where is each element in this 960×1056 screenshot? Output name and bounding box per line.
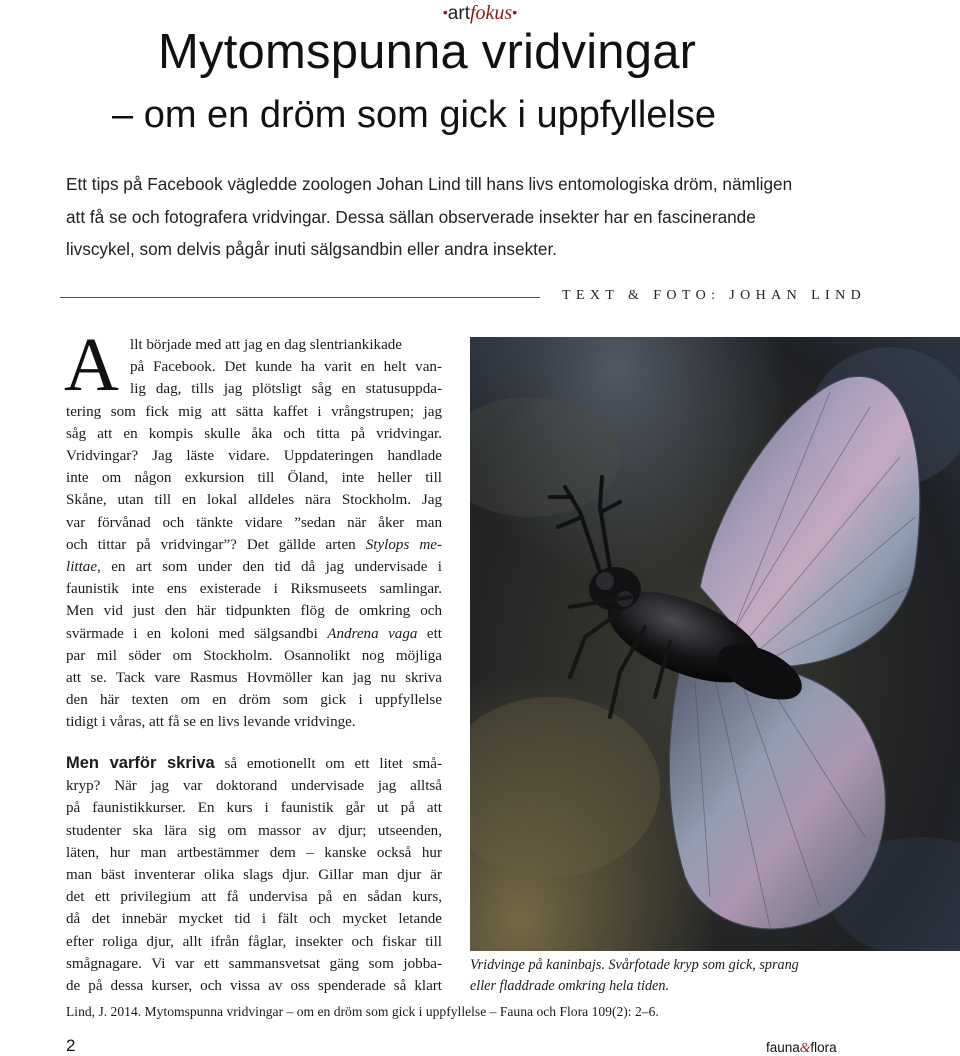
magazine-ampersand: & [799, 1040, 811, 1055]
body-line: par mil söder om Stockholm. Osannolikt nog möjliga [66, 647, 442, 664]
body-line: inte om någon exkursion till Öland, inte heller till [66, 470, 442, 487]
body-line: smågnagare. Vi var ett sammansvetsat gäng som jobba- [66, 955, 442, 972]
body-text-run: ett [417, 625, 442, 642]
body-line: var förvånad och tänkte vidare ”sedan när åker man [66, 514, 442, 531]
series-suffix: fokus [469, 2, 513, 24]
byline: TEXT & FOTO: JOHAN LIND [562, 288, 867, 303]
body-line: kryp? När jag var doktorand undervisade jag alltså [66, 778, 442, 795]
body-line: på Facebook. Det kunde ha varit en helt van- [130, 359, 442, 376]
body-line: tidigt i våras, att få se en livs levande vridvinge. [66, 714, 356, 731]
body-line [66, 752, 442, 775]
magazine-name-part: flora [810, 1040, 837, 1055]
body-line: läten, hur man artbestämmer dem – kanske också hur [66, 844, 442, 861]
lead-line: livscykel, som delvis pågår inuti sälgsandbin eller andra insekter. [66, 239, 558, 259]
drop-cap: A [64, 323, 119, 407]
body-line [66, 623, 442, 645]
byline-rule [60, 297, 540, 298]
body-line: Skåne, utan till en lokal alldeles nära Stockholm. Jag [66, 492, 442, 509]
insect-illustration [470, 337, 960, 951]
lead-line: Ett tips på Facebook vägledde zoologen Johan Lind till hans livs entomologiska dröm, nämligen [66, 174, 793, 194]
body-line: tering som fick mig att sätta kaffet i vrångstrupen; jag [66, 403, 442, 420]
body-text-run: , en art som under den tid då jag undervisade i [97, 559, 442, 576]
body-line: då det innebär mycket tid i fält och mycket letande [66, 911, 442, 928]
body-column-1 [66, 334, 442, 734]
series-tag [0, 2, 960, 25]
body-line: den här texten om en dröm som gick i uppfyllelse [66, 692, 442, 709]
body-line: efter roliga djur, allt ifrån fåglar, insekter och fiskar till [66, 933, 442, 950]
series-bullet-left: • [442, 4, 448, 20]
lead-line: att få se och fotografera vridvingar. Dessa sällan observerade insekter har en fascinerande [66, 206, 756, 227]
article-subtitle: – om en dröm som gick i uppfyllelse [112, 94, 717, 136]
citation: Lind, J. 2014. Mytomspunna vridvingar – om en dröm som gick i uppfyllelse – Fauna och Flora 109(2): 2–6. [66, 1004, 659, 1019]
species-name: Stylops me- [365, 536, 442, 553]
series-prefix: art [447, 3, 470, 24]
species-name: littae [66, 559, 98, 576]
body-line: såg att en kompis skulle åka och titta på vridvingar. [66, 425, 442, 442]
body-line: Vridvingar? Jag läste vidare. Uppdateringen handlade [66, 448, 442, 465]
body-line [66, 556, 442, 578]
body-line: det ett privilegium att få undervisa på en sådan kurs, [66, 889, 442, 906]
body-line: att se. Tack vare Rasmus Hovmöller kan jag nu skriva [66, 670, 442, 687]
series-bullet-right: • [512, 4, 518, 20]
magazine-name [766, 1040, 837, 1056]
body-line: på faunistikkurser. En kurs i faunistik går ut på att [66, 800, 442, 817]
photo-caption [470, 955, 910, 997]
body-line [66, 534, 442, 556]
body-text-run: och tittar på vridvingar”? Det gällde arten [66, 536, 366, 553]
body-line: llt började med att jag en dag slentriankikade [130, 337, 403, 353]
caption-line: Vridvinge på kaninbajs. Svårfotade kryp som gick, sprang [470, 957, 799, 973]
body-column-2 [66, 752, 442, 997]
section-lead-in: Men varför skriva [66, 754, 215, 772]
lead-paragraph [66, 168, 846, 266]
body-line: man bäst inventerar olika slags djur. Gillar man djur är [66, 867, 442, 884]
body-text-run: så emotionellt om ett litet små- [214, 756, 442, 772]
body-line: studenter ska lära sig om massor av djur; utseenden, [66, 822, 442, 839]
body-line: Men vid just den här tidpunkten flög de omkring och [66, 603, 442, 620]
body-line: lig dag, tills jag plötsligt såg en statusuppda- [130, 381, 442, 398]
body-line: de på dessa kurser, och vissa av oss spenderade så klart [66, 978, 442, 995]
magazine-name-part: fauna [766, 1040, 800, 1055]
body-line: faunistik inte ens existerade i Riksmuseets samlingar. [66, 581, 442, 598]
species-name: Andrena vaga [327, 625, 418, 642]
page-number: 2 [66, 1036, 76, 1055]
body-text-run: svärmade i en koloni med sälgsandbi [66, 625, 328, 642]
insect-photo [470, 337, 960, 951]
caption-line: eller fladdrade omkring hela tiden. [470, 978, 669, 994]
article-title: Mytomspunna vridvingar [158, 25, 697, 79]
